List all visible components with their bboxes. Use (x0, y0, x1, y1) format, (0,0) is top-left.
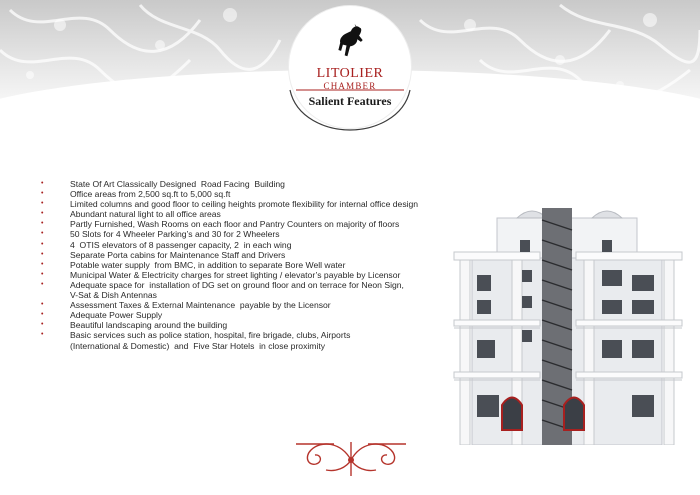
bullet-icon: • (41, 311, 44, 319)
bullet-icon: • (41, 220, 44, 228)
feature-item (40, 330, 470, 350)
feature-text: 50 Slots for 4 Wheeler Parking’s and 30 for 2 Wheelers (70, 229, 280, 240)
feature-text: (International & Domestic) and Five Star Hotels in close proximity (70, 340, 326, 351)
bullet-icon: • (41, 200, 44, 208)
brand-name: LITOLIER (316, 66, 384, 81)
ornament-icon (296, 432, 406, 482)
feature-item (40, 209, 470, 219)
feature-item (40, 179, 470, 189)
section-title: Salient Features (308, 94, 392, 108)
bullet-icon: • (41, 180, 44, 187)
bullet-icon: • (41, 240, 44, 248)
feature-item (40, 250, 470, 260)
feature-item (40, 219, 470, 229)
bullet-icon: • (41, 210, 44, 218)
bullet-icon: • (41, 301, 44, 309)
feature-text: Assessment Taxes & External Maintenance payable by the Licensor (70, 300, 331, 311)
bullet-icon: • (41, 280, 44, 288)
feature-item (40, 300, 470, 310)
bullet-icon: • (41, 190, 44, 198)
feature-text: State Of Art Classically Designed Road Facing Building (70, 179, 285, 189)
feature-text: V-Sat & Dish Antennas (70, 290, 157, 301)
bullet-icon: • (41, 250, 44, 258)
feature-item (40, 310, 470, 320)
rearing-horse-icon (333, 22, 369, 60)
feature-text: Adequate Power Supply (70, 310, 163, 321)
feature-text: Office areas from 2,500 sq.ft to 5,000 sq.ft (70, 189, 231, 200)
feature-text: Separate Porta cabins for Maintenance Staff and Drivers (70, 249, 286, 260)
feature-text: Limited columns and good floor to ceiling heights promote flexibility for internal office design (70, 199, 419, 210)
bullet-icon: • (41, 270, 44, 278)
feature-text: Basic services such as police station, hospital, fire brigade, clubs, Airports (70, 330, 351, 341)
bullet-icon: • (41, 321, 44, 329)
feature-text: Adequate space for installation of DG set on ground floor and on terrace for Neon Sign, (70, 279, 404, 290)
bullet-icon: • (41, 260, 44, 268)
feature-item (40, 320, 470, 330)
feature-text: Municipal Water & Electricity charges for street lighting / elevator’s payable by Licensor (70, 269, 401, 280)
feature-item (40, 199, 470, 209)
feature-item (40, 240, 470, 250)
feature-item (40, 270, 470, 280)
feature-item (40, 260, 470, 270)
feature-text: 4 OTIS elevators of 8 passenger capacity, 2 in each wing (70, 239, 292, 250)
brand-sub: CHAMBER (323, 81, 377, 91)
features-list (40, 179, 470, 351)
feature-text: Potable water supply from BMC, in addition to separate Bore Well water (70, 259, 346, 270)
feature-item (40, 189, 470, 199)
bullet-icon: • (41, 230, 44, 238)
feature-text: Abundant natural light to all office areas (70, 209, 221, 220)
building-photo (452, 200, 684, 445)
bullet-icon: • (41, 331, 44, 339)
feature-item (40, 280, 470, 300)
feature-item (40, 229, 470, 239)
feature-text: Beautiful landscaping around the building (70, 320, 228, 331)
feature-text: Partly Furnished, Wash Rooms on each floor and Pantry Counters on majority of floors (70, 219, 400, 230)
